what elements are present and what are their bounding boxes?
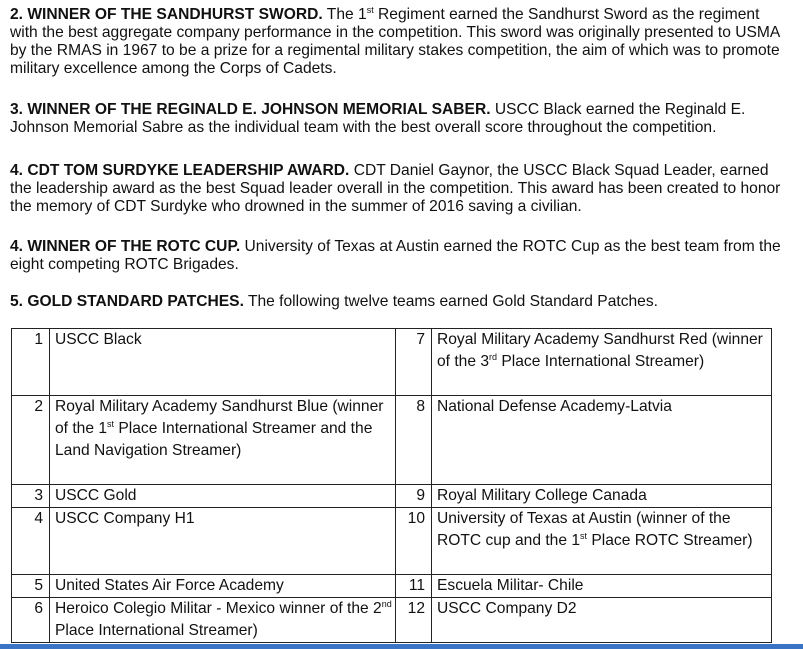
rank-cell: 3	[12, 485, 50, 508]
paragraph-heading: 2. WINNER OF THE SANDHURST SWORD.	[10, 6, 323, 23]
rank-cell: 2	[12, 396, 50, 485]
rank-cell: 12	[396, 598, 432, 643]
team-cell: Royal Military College Canada	[432, 485, 772, 508]
paragraph-johnson-saber: 3. WINNER OF THE REGINALD E. JOHNSON MEMORIAL SABER. USCC Black earned the Reginald E. Johnson Memorial Sabre as the individual team with the best overall score throughout the competition.	[10, 101, 746, 136]
team-cell: USCC Black	[50, 329, 396, 396]
team-cell: Royal Military Academy Sandhurst Blue (winner of the 1st Place International Streamer and the Land Navigation Streamer)	[50, 396, 396, 485]
team-cell: Escuela Militar- Chile	[432, 575, 772, 598]
rank-cell: 6	[12, 598, 50, 643]
rank-cell: 10	[396, 508, 432, 575]
paragraph-heading: 4. WINNER OF THE ROTC CUP.	[10, 238, 241, 255]
team-cell: Royal Military Academy Sandhurst Red (winner of the 3rd Place International Streamer)	[432, 329, 772, 396]
paragraph-sandhurst-sword: 2. WINNER OF THE SANDHURST SWORD. The 1st Regiment earned the Sandhurst Sword as the regiment with the best aggregate company performance in the competition. This sword was originally presented to USMA by the RMAS in 1967 to be a prize for a regimental military stakes competition, the aim of which was to promote military excellence among the Corps of Cadets.	[10, 5, 780, 77]
table-row	[12, 485, 772, 508]
team-cell: USCC Company H1	[50, 508, 396, 575]
paragraph-heading: 3. WINNER OF THE REGINALD E. JOHNSON MEMORIAL SABER.	[10, 101, 491, 118]
rank-cell: 11	[396, 575, 432, 598]
paragraph-surdyke-award: 4. CDT TOM SURDYKE LEADERSHIP AWARD. CDT Daniel Gaynor, the USCC Black Squad Leader, earned the leadership award as the best Squad leader overall in the competition. This award has been created to honor the memory of CDT Surdyke who drowned in the summer of 2016 saving a civilian.	[10, 162, 781, 215]
team-cell: USCC Gold	[50, 485, 396, 508]
rank-cell: 7	[396, 329, 432, 396]
team-cell: USCC Company D2	[432, 598, 772, 643]
team-cell: United States Air Force Academy	[50, 575, 396, 598]
team-cell: Heroico Colegio Militar - Mexico winner of the 2nd Place International Streamer)	[50, 598, 396, 643]
rank-cell: 8	[396, 396, 432, 485]
table-row	[12, 575, 772, 598]
table-row	[12, 329, 772, 396]
rank-cell: 4	[12, 508, 50, 575]
rank-cell: 1	[12, 329, 50, 396]
table-row	[12, 396, 772, 485]
table-row	[12, 598, 772, 643]
team-cell: National Defense Academy-Latvia	[432, 396, 772, 485]
team-cell: University of Texas at Austin (winner of the ROTC cup and the 1st Place ROTC Streamer)	[432, 508, 772, 575]
table-row	[12, 508, 772, 575]
paragraph-gold-patches: 5. GOLD STANDARD PATCHES. The following twelve teams earned Gold Standard Patches.	[10, 293, 658, 310]
paragraph-rotc-cup: 4. WINNER OF THE ROTC CUP. University of Texas at Austin earned the ROTC Cup as the best team from the eight competing ROTC Brigades.	[10, 238, 781, 273]
rank-cell: 5	[12, 575, 50, 598]
gold-patch-table	[11, 328, 772, 643]
rank-cell: 9	[396, 485, 432, 508]
window-bottom-edge	[0, 644, 803, 649]
paragraph-heading: 4. CDT TOM SURDYKE LEADERSHIP AWARD.	[10, 162, 350, 179]
paragraph-heading: 5. GOLD STANDARD PATCHES.	[10, 293, 244, 310]
